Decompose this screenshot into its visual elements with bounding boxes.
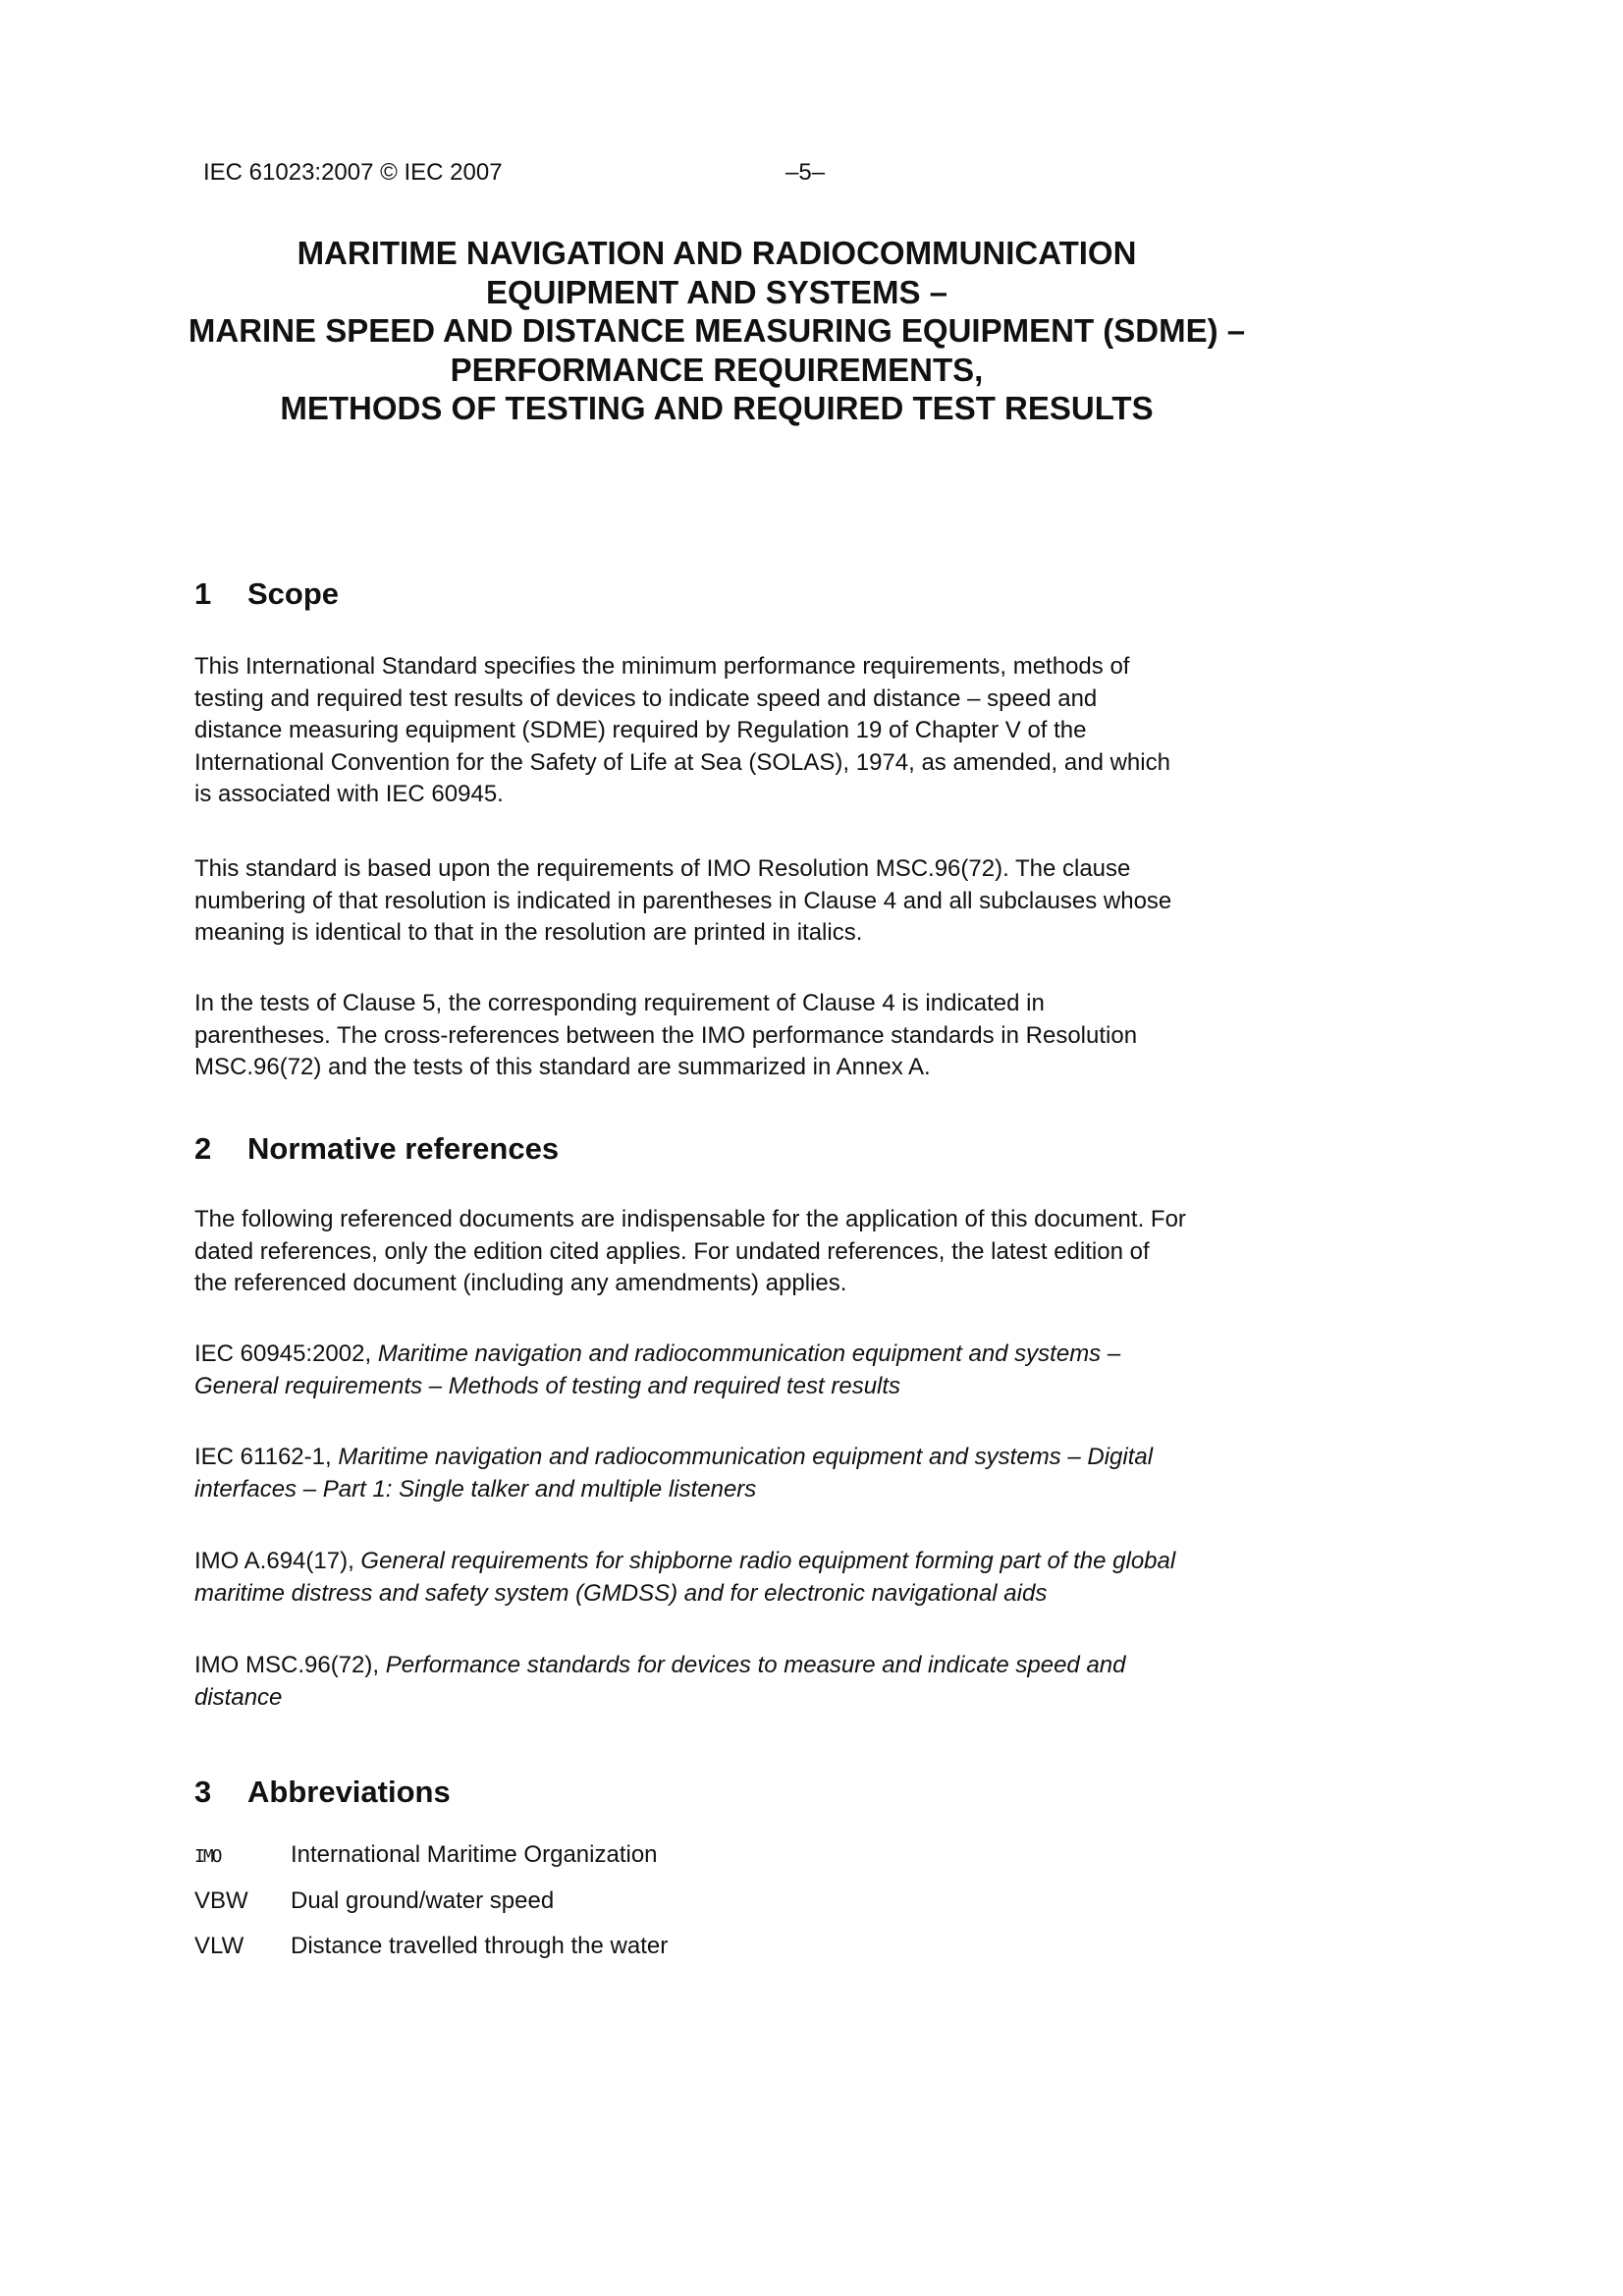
title-line: MARINE SPEED AND DISTANCE MEASURING EQUIPMENT (SDME) –	[188, 312, 1246, 349]
title-line: MARITIME NAVIGATION AND RADIOCOMMUNICATION	[297, 235, 1137, 271]
text-line	[194, 1442, 1255, 1474]
abbreviation-row	[194, 1931, 668, 1962]
reference-entry	[194, 1339, 1255, 1402]
section-title: Scope	[247, 576, 340, 611]
text-line	[194, 1546, 1255, 1578]
text-line: dated references, only the edition cited applies. For undated references, the latest edition of	[194, 1237, 1150, 1265]
abbreviation-meaning: Distance travelled through the water	[291, 1933, 669, 1959]
normative-intro	[194, 1204, 1255, 1300]
section-number: 1	[194, 576, 212, 611]
reference-code: IMO A.694(17),	[194, 1548, 361, 1574]
text-line: In the tests of Clause 5, the corresponding requirement of Clause 4 is indicated in	[194, 990, 1045, 1016]
scope-paragraph-2	[194, 853, 1255, 950]
text-line: The following referenced documents are indispensable for the application of this document. For	[194, 1206, 1186, 1232]
text-line: meaning is identical to that in the resolution are printed in italics.	[194, 919, 863, 946]
title-line: METHODS OF TESTING AND REQUIRED TEST RESULTS	[280, 390, 1154, 426]
abbreviation-meaning: International Maritime Organization	[291, 1841, 658, 1868]
reference-entry	[194, 1650, 1255, 1714]
section-heading-normative-references	[194, 1129, 559, 1169]
section-title: Normative references	[247, 1131, 560, 1166]
text-line: is associated with IEC 60945.	[194, 781, 504, 807]
abbreviation-row	[194, 1886, 554, 1917]
scope-paragraph-3	[194, 988, 1255, 1084]
reference-entry	[194, 1442, 1255, 1505]
text-line: parentheses. The cross-references between the IMO performance standards in Resolution	[194, 1021, 1138, 1049]
text-line: International Convention for the Safety of Life at Sea (SOLAS), 1974, as amended, and which	[194, 748, 1170, 776]
scope-paragraph-1	[194, 651, 1255, 811]
reference-code: IEC 60945:2002,	[194, 1340, 378, 1367]
text-line: MSC.96(72) and the tests of this standard are summarized in Annex A.	[194, 1054, 931, 1080]
reference-title: distance	[194, 1683, 283, 1711]
reference-title: General requirements – Methods of testing and required test results	[194, 1372, 901, 1399]
reference-code: IEC 61162-1,	[194, 1444, 339, 1470]
section-heading-abbreviations	[194, 1773, 451, 1812]
title-line: EQUIPMENT AND SYSTEMS –	[485, 273, 947, 310]
text-line: testing and required test results of devices to indicate speed and distance – speed and	[194, 684, 1098, 712]
abbreviation-code: VBW	[194, 1887, 248, 1914]
abbreviation-row	[194, 1839, 658, 1873]
text-line: This standard is based upon the requirements of IMO Resolution MSC.96(72). The clause	[194, 855, 1131, 882]
reference-title: maritime distress and safety system (GMDSS) and for electronic navigational aids	[194, 1579, 1048, 1607]
text-line: the referenced document (including any amendments) applies.	[194, 1270, 847, 1296]
reference-title: Maritime navigation and radiocommunication equipment and systems – Digital	[338, 1444, 1154, 1470]
reference-entry	[194, 1546, 1255, 1610]
document-title	[177, 234, 1257, 428]
text-line	[194, 1339, 1255, 1371]
reference-code: IMO MSC.96(72),	[194, 1652, 386, 1678]
text-line: This International Standard specifies the minimum performance requirements, methods of	[194, 653, 1130, 680]
text-line	[194, 1650, 1255, 1682]
reference-title: Performance standards for devices to measure and indicate speed and	[385, 1652, 1126, 1678]
abbreviation-meaning: Dual ground/water speed	[291, 1887, 555, 1914]
header-page-number: –5–	[785, 159, 826, 186]
section-number: 2	[194, 1131, 212, 1166]
text-line: distance measuring equipment (SDME) required by Regulation 19 of Chapter V of the	[194, 717, 1087, 743]
title-line: PERFORMANCE REQUIREMENTS,	[450, 351, 984, 388]
section-heading-scope	[194, 574, 339, 614]
abbreviation-code: VLW	[194, 1933, 244, 1959]
abbreviation-code: IMO	[194, 1846, 221, 1867]
reference-title: Maritime navigation and radiocommunication equipment and systems –	[377, 1340, 1121, 1367]
header-reference: IEC 61023:2007 © IEC 2007	[203, 159, 503, 186]
reference-title: interfaces – Part 1: Single talker and multiple listeners	[194, 1475, 757, 1503]
text-line: numbering of that resolution is indicated in parentheses in Clause 4 and all subclauses whose	[194, 887, 1172, 914]
section-number: 3	[194, 1775, 212, 1809]
section-title: Abbreviations	[247, 1775, 451, 1809]
reference-title: General requirements for shipborne radio equipment forming part of the global	[360, 1548, 1176, 1574]
